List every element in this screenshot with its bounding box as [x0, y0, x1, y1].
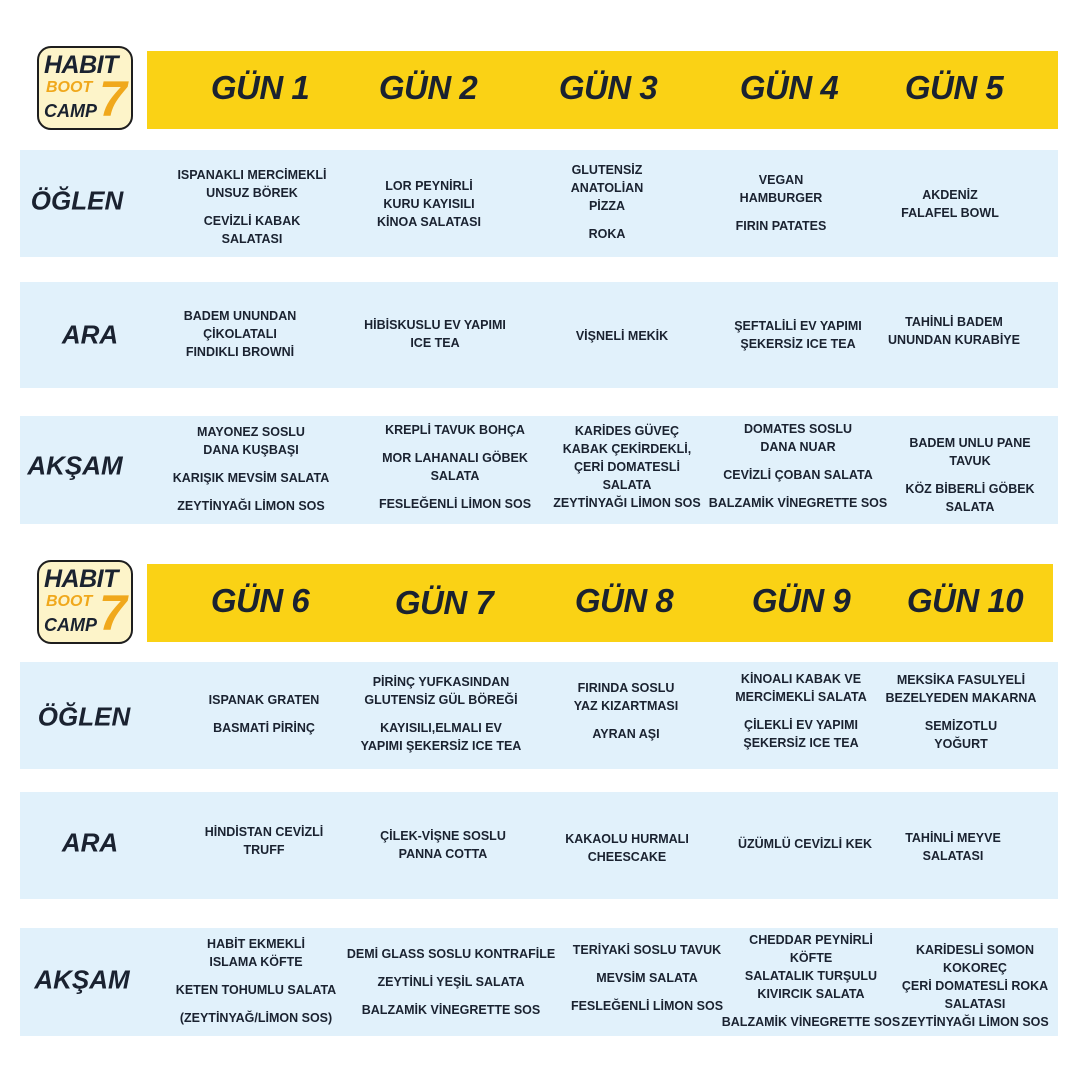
meal-label: AKŞAM [34, 964, 130, 995]
meal-label: ÖĞLEN [37, 701, 131, 732]
menu-line: GLUTENSİZ GÜL BÖREĞİ [364, 693, 518, 707]
menu-line: HABİT EKMEKLİ [207, 937, 305, 951]
menu-line: ŞEKERSİZ ICE TEA [740, 337, 856, 351]
menu-line: TRUFF [243, 843, 285, 857]
day-header: GÜN 5 [904, 69, 1004, 106]
meal-row-aksam [20, 416, 1058, 524]
logo-number: 7 [99, 71, 127, 127]
menu-line: (ZEYTİNYAĞ/LİMON SOS) [179, 1011, 333, 1025]
menu-cell [888, 313, 1020, 349]
day-header: GÜN 6 [210, 582, 310, 619]
meal-row-ara [20, 792, 1058, 899]
menu-line: ZEYTİNYAĞI LİMON SOS [901, 1015, 1049, 1029]
menu-line: KREPLİ TAVUK BOHÇA [385, 423, 525, 437]
menu-cell [379, 421, 531, 513]
menu-line: CEVİZLİ KABAK [203, 214, 301, 228]
menu-line: KOKOREÇ [943, 961, 1007, 975]
menu-line: ISLAMA KÖFTE [209, 955, 303, 969]
menu-line: KIVIRCIK SALATA [757, 987, 865, 1001]
menu-line: GLUTENSİZ [571, 163, 643, 177]
menu-line: ÇERİ DOMATESLİ [573, 460, 681, 474]
menu-line: SALATASI [221, 232, 283, 246]
menu-cell [209, 691, 320, 737]
menu-line: ÇİLEKLİ EV YAPIMI [744, 718, 858, 732]
logo-number: 7 [99, 585, 127, 641]
menu-cell [177, 166, 326, 248]
menu-line: DANA KUŞBAŞI [203, 443, 299, 457]
menu-line: SALATA [945, 500, 995, 514]
day-header: GÜN 3 [558, 69, 658, 106]
menu-line: MEVSİM SALATA [596, 971, 698, 985]
menu-line: SEMİZOTLU [924, 719, 998, 733]
day-header: GÜN 8 [574, 582, 674, 619]
line-gap [571, 987, 723, 997]
menu-cell [553, 422, 700, 512]
menu-line: PİRİNÇ YUFKASINDAN [372, 675, 510, 689]
menu-line: YOĞURT [934, 737, 988, 751]
day-header: GÜN 9 [751, 582, 851, 619]
line-gap [361, 709, 522, 719]
menu-line: TERİYAKİ SOSLU TAVUK [572, 943, 722, 957]
menu-line: UNUNDAN KURABİYE [888, 333, 1020, 347]
logo-line-boot: BOOT [46, 79, 93, 96]
meal-label: ARA [61, 827, 119, 858]
week2-day-banner [147, 564, 1053, 642]
menu-line: AKDENİZ [922, 188, 978, 202]
menu-line: ŞEKERSİZ ICE TEA [743, 736, 859, 750]
line-gap [709, 484, 887, 494]
meal-label: ÖĞLEN [30, 185, 124, 216]
line-gap [571, 959, 723, 969]
menu-line: TAVUK [949, 454, 991, 468]
menu-line: CEVİZLİ ÇOBAN SALATA [723, 468, 873, 482]
line-gap [173, 487, 329, 497]
menu-line: YAPIMI ŞEKERSİZ ICE TEA [360, 739, 522, 753]
menu-line: BALZAMİK VİNEGRETTE SOS [721, 1015, 901, 1029]
logo-line-camp: CAMP [44, 101, 97, 121]
line-gap [736, 207, 827, 217]
day-header: GÜN 4 [739, 69, 839, 106]
menu-line: CHEDDAR PEYNİRLİ [749, 933, 873, 947]
menu-cell [571, 161, 643, 243]
line-gap [722, 1003, 900, 1013]
line-gap [735, 706, 866, 716]
menu-cell [571, 941, 723, 1015]
menu-cell [205, 823, 324, 859]
menu-line: DOMATES SOSLU [743, 422, 853, 436]
menu-cell [377, 177, 481, 231]
menu-line: CHEESCAKE [587, 850, 667, 864]
menu-line: FESLEĞENLİ LİMON SOS [378, 497, 532, 511]
menu-line: LOR PEYNİRLİ [385, 179, 473, 193]
menu-line: KURU KAYISILI [383, 197, 475, 211]
menu-line: SALATA [602, 478, 652, 492]
menu-cell [901, 186, 999, 222]
menu-line: KARİDES GÜVEÇ [574, 424, 680, 438]
line-gap [176, 999, 336, 1009]
menu-line: SALATALIK TURŞULU [744, 969, 878, 983]
menu-cell [886, 671, 1037, 753]
menu-line: KAKAOLU HURMALI [565, 832, 689, 846]
meal-row-aksam [20, 928, 1058, 1036]
menu-line: ISPANAK GRATEN [208, 693, 320, 707]
menu-line: ZEYTİNYAĞI LİMON SOS [553, 496, 701, 510]
habit-bootcamp-logo [37, 560, 133, 644]
day-header: GÜN 10 [906, 582, 1024, 619]
menu-line: MOR LAHANALI GÖBEK [382, 451, 528, 465]
menu-cell [364, 316, 506, 352]
menu-line: HAMBURGER [739, 191, 823, 205]
menu-cell [576, 327, 668, 345]
line-gap [709, 456, 887, 466]
menu-line: FALAFEL BOWL [901, 206, 999, 220]
menu-line: TAHİNLİ BADEM [905, 315, 1003, 329]
day-header: GÜN 1 [210, 69, 310, 106]
menu-line: KARIŞIK MEVSİM SALATA [172, 471, 330, 485]
menu-line: KÖZ BİBERLİ GÖBEK [905, 482, 1035, 496]
logo-line-camp: CAMP [44, 615, 97, 635]
menu-line: KİNOA SALATASI [377, 215, 481, 229]
menu-line: MERCİMEKLİ SALATA [735, 690, 867, 704]
menu-cell [905, 829, 1001, 865]
menu-cell [709, 420, 887, 512]
menu-line: YAZ KIZARTMASI [573, 699, 679, 713]
day-header: GÜN 2 [378, 69, 478, 106]
menu-line: KÖFTE [789, 951, 833, 965]
menu-line: ÇİKOLATALI [203, 327, 277, 341]
menu-line: HİNDİSTAN CEVİZLİ [204, 825, 324, 839]
logo-line-habit: HABIT [44, 565, 118, 593]
menu-line: SALATA [430, 469, 480, 483]
menu-cell [173, 423, 329, 515]
menu-line: SALATASI [922, 849, 984, 863]
menu-line: BADEM UNLU PANE [909, 436, 1031, 450]
line-gap [347, 991, 555, 1001]
line-gap [177, 202, 326, 212]
meal-row-ara [20, 282, 1058, 388]
menu-cell [738, 835, 872, 853]
menu-line: SALATASI [944, 997, 1006, 1011]
meal-row-oglen [20, 662, 1058, 769]
menu-line: UNSUZ BÖREK [206, 186, 298, 200]
line-gap [571, 215, 643, 225]
menu-line: ZEYTİNYAĞI LİMON SOS [177, 499, 325, 513]
line-gap [905, 470, 1034, 480]
menu-line: PİZZA [588, 199, 626, 213]
menu-line: ÇERİ DOMATESLİ ROKA [901, 979, 1049, 993]
line-gap [379, 439, 531, 449]
menu-cell [905, 434, 1034, 516]
menu-line: MEKSİKA FASULYELİ [896, 673, 1026, 687]
line-gap [176, 971, 336, 981]
menu-line: VEGAN [758, 173, 804, 187]
menu-line: ZEYTİNLİ YEŞİL SALATA [377, 975, 525, 989]
line-gap [173, 459, 329, 469]
menu-cell [722, 931, 900, 1031]
habit-bootcamp-logo [37, 46, 133, 130]
menu-cell [176, 935, 336, 1027]
menu-cell [184, 307, 297, 361]
menu-cell [565, 830, 689, 866]
menu-line: ROKA [588, 227, 626, 241]
line-gap [886, 707, 1037, 717]
menu-line: KETEN TOHUMLU SALATA [175, 983, 337, 997]
menu-line: BALZAMİK VİNEGRETTE SOS [361, 1003, 541, 1017]
line-gap [347, 963, 555, 973]
meal-label: AKŞAM [27, 450, 123, 481]
menu-line: TAHİNLİ MEYVE [905, 831, 1001, 845]
menu-line: KARİDESLİ SOMON [915, 943, 1035, 957]
line-gap [379, 485, 531, 495]
day-header: GÜN 7 [394, 584, 494, 621]
menu-cell [347, 945, 555, 1019]
menu-cell [734, 317, 862, 353]
meal-label: ARA [61, 319, 119, 350]
menu-line: ÜZÜMLÜ CEVİZLİ KEK [737, 837, 873, 851]
menu-cell [380, 827, 506, 863]
menu-line: HİBİSKUSLU EV YAPIMI [364, 318, 506, 332]
line-gap [574, 715, 678, 725]
menu-line: KAYISILI,ELMALI EV [380, 721, 502, 735]
menu-cell [574, 679, 678, 743]
menu-line: VİŞNELİ MEKİK [575, 329, 669, 343]
menu-line: KABAK ÇEKİRDEKLİ, [562, 442, 692, 456]
menu-cell [901, 941, 1048, 1031]
menu-line: FIRIN PATATES [735, 219, 827, 233]
menu-cell [735, 670, 866, 752]
menu-line: BADEM UNUNDAN [183, 309, 297, 323]
menu-line: FIRINDA SOSLU [577, 681, 675, 695]
menu-line: DEMİ GLASS SOSLU KONTRAFİLE [346, 947, 556, 961]
logo-line-habit: HABIT [44, 51, 118, 79]
menu-cell [736, 171, 827, 235]
menu-line: DANA NUAR [760, 440, 836, 454]
menu-line: FINDIKLI BROWNİ [185, 345, 295, 359]
menu-line: MAYONEZ SOSLU [197, 425, 305, 439]
logo-line-boot: BOOT [46, 593, 93, 610]
week1-day-banner [147, 51, 1058, 129]
menu-line: BALZAMİK VİNEGRETTE SOS [708, 496, 888, 510]
menu-line: PANNA COTTA [398, 847, 488, 861]
menu-line: FESLEĞENLİ LİMON SOS [570, 999, 724, 1013]
menu-line: ŞEFTALİLİ EV YAPIMI [734, 319, 862, 333]
line-gap [209, 709, 320, 719]
menu-cell [361, 673, 522, 755]
menu-line: ISPANAKLI MERCİMEKLİ [177, 168, 327, 182]
menu-line: ICE TEA [410, 336, 460, 350]
menu-line: ANATOLİAN [570, 181, 644, 195]
menu-line: AYRAN AŞI [592, 727, 660, 741]
menu-line: BEZELYEDEN MAKARNA [885, 691, 1037, 705]
menu-line: ÇİLEK-VİŞNE SOSLU [380, 829, 506, 843]
menu-line: BASMATİ PİRİNÇ [213, 721, 315, 735]
menu-line: KİNOALI KABAK VE [740, 672, 862, 686]
meal-row-oglen [20, 150, 1058, 257]
